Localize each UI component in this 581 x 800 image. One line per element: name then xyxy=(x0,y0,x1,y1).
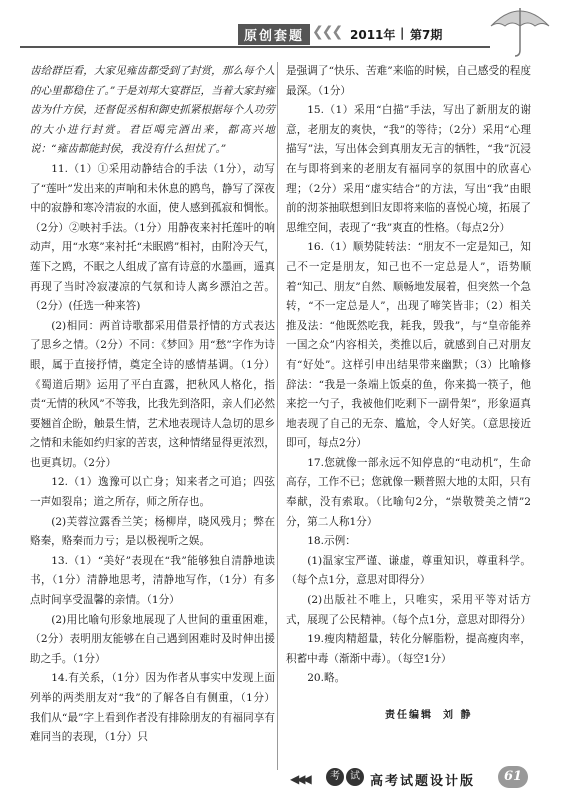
answer-11-1: 11.（1）①采用动静结合的手法（1分），动写了“莲叶”发出来的声响和未休息的鸥鸟，静写了深夜中的寂静和寒冷清寂的水面，使人感到孤寂和惆怅。（2分）②映衬手法。（1分）用静夜来衬托莲叶的响动声，用“水寒”来衬托“未眠鸥”相衬，由附冷天气，莲下之鸥，不眠之人组成了富有诗意的水墨画，遥真再现了当时冷寂凄凉的气氛和诗人离乡漂泊之苦。（2分）(任选一种来答) xyxy=(30,162,275,313)
right-column xyxy=(286,62,531,689)
page-header xyxy=(0,0,581,60)
page-number: 61 xyxy=(498,766,528,788)
footer-badge: 考 xyxy=(326,768,344,786)
chevrons-decoration-icon: ❮❮❮ xyxy=(312,24,342,40)
answer-13-1: 13.（1）“美好”表现在“我”能够独自清静地读书，（1分）清静地思考，清静地写作，（1分）有多点时间享受温馨的亲情。（1分） xyxy=(30,554,275,607)
header-rule xyxy=(20,46,490,48)
answer-20: 20.略。 xyxy=(307,672,346,685)
header-separator: | xyxy=(400,26,405,40)
answer-18-1: (1)温家宝严谨、谦虚，尊重知识，尊重科学。（每个点1分，意思对即得分） xyxy=(286,554,531,587)
column-divider xyxy=(277,62,278,770)
paragraph: 是强调了“快乐、苦难”来临的时候，自己感受的程度最深。（1分） xyxy=(286,65,531,97)
footer-arrows-icon: ◀◀◀ xyxy=(290,772,309,786)
answer-19: 19.瘦肉精超量，转化分解脂粉，提高瘦肉率，积蓄中毒（渐渐中毒）。（每空1分） xyxy=(286,633,531,665)
answer-12-1: 12.（1）逸豫可以亡身；知来者之可追；四弦一声如裂帛；道之所存，师之所存也。 xyxy=(30,476,275,509)
answer-17: 17.您就像一部永远不知停息的“电动机”，生命高存，工作不已；您就像一颗普照大地的太阳，只有奉献，没有索取。（比喻句2分，“崇敬赞美之情”2分，第二人称1分） xyxy=(286,456,531,528)
answer-18-2: (2)出版社不唯上，只唯实，采用平等对话方式，展现了公民精神。（每个点1分，意思对即得分） xyxy=(286,594,532,626)
left-column xyxy=(30,62,275,748)
answer-14: 14.有关系，（1分）因为作者从事实中发现上面列举的两类朋友对“我”的了解各自有侧重，（1分）我们从“最”字上看到作者没有排除朋友的有福同享有难同当的表现，（1分）只 xyxy=(30,672,275,744)
footer-badge: 试 xyxy=(346,768,364,786)
umbrella-icon xyxy=(485,2,555,60)
issue-number: 第7期 xyxy=(410,28,443,42)
answer-16: 16.（1）顺势陡转法：“朋友不一定是知己，知己不一定是朋友，知己也不一定总是人”，语势顺着“知己、朋友”自然、顺畅地发展着，但突然一个急转，“不一定总是人”，出现了啼笑皆非；（2）相关推及法：“他既然吃我，耗我，毁我”，与“皇帝能养一国之众”内容相关，类推以后，就感到自己对朋友有“好处”。这样引申出结果带来幽默；（3）比喻修辞法：“我是一条端上饭桌的鱼，你来捣一筷子，他来挖一勺子，我被他们吃剩下一副骨架”，形象逼真地表现了自己的无奈、尴尬，令人好笑。（意思接近即可，每点2分） xyxy=(286,241,531,450)
answer-13-2: (2)用比喻句形象地展现了人世间的重重困难，（2分）表明朋友能够在自己遇到困难时及时伸出援助之手。（1分） xyxy=(30,613,275,665)
page-footer xyxy=(0,760,581,800)
footer-title: 高考试题设计版 xyxy=(370,774,476,789)
editor-label: 责任编辑 xyxy=(385,710,433,721)
answer-15: 15.（1）采用“白描”手法，写出了新朋友的谢意，老朋友的爽快，“我”的等待；（2分）采用“心理描写”法，写出体会到真朋友无言的牺牲，“我”沉浸在与即将到来的老朋友有福同享的氛围中的欣喜心理；（2分）采用“虚实结合”的方法，写出“我”由眼前的沏茶抽联想到旧友即将来临的喜悦心境，拓展了思维空间，表现了“我”爽直的性格。（每点2分） xyxy=(286,104,531,234)
answer-12-2: (2)芙蓉泣露香兰笑；杨柳岸，晓风残月；弊在赂秦，赂秦而力亏；是以极视听之娱。 xyxy=(30,515,275,548)
paragraph: 齿给群臣看，大家见雍齿都受到了封赏，那么每个人的心里都稳住了。”于是刘邦大宴群臣，当着大家封雍齿为什方侯，还督促丞相和御史抓紧根据每个人功劳的大小进行封赏。君臣喝完酒出来，都高兴地说：“雍齿都能封侯，我没有什么担忧了。” xyxy=(30,65,275,156)
answer-18: 18.示例： xyxy=(307,535,356,548)
issue-year: 2011年 xyxy=(350,28,396,42)
magazine-section-title: 原创套题 xyxy=(238,24,310,45)
editor-name: 刘 静 xyxy=(443,710,473,721)
editor-credit xyxy=(385,706,472,721)
answer-11-2: (2)相同：两首诗歌都采用借景抒情的方式表达了思乡之情。（2分）不同：《梦回》用“愁”字作为诗眼，属于直接抒情，奠定全诗的感情基调。（1分）《蜀道后期》运用了平白直露，把秋风人格化，指责“无情的秋风”不等我，比我先到洛阳，亲人们必然要翘首企盼，触景生情，艺术地表现诗人急切的思乡之情和未能如约归家的苦衷，这种情绪显得更浓烈，也更真切。（2分） xyxy=(30,319,275,469)
